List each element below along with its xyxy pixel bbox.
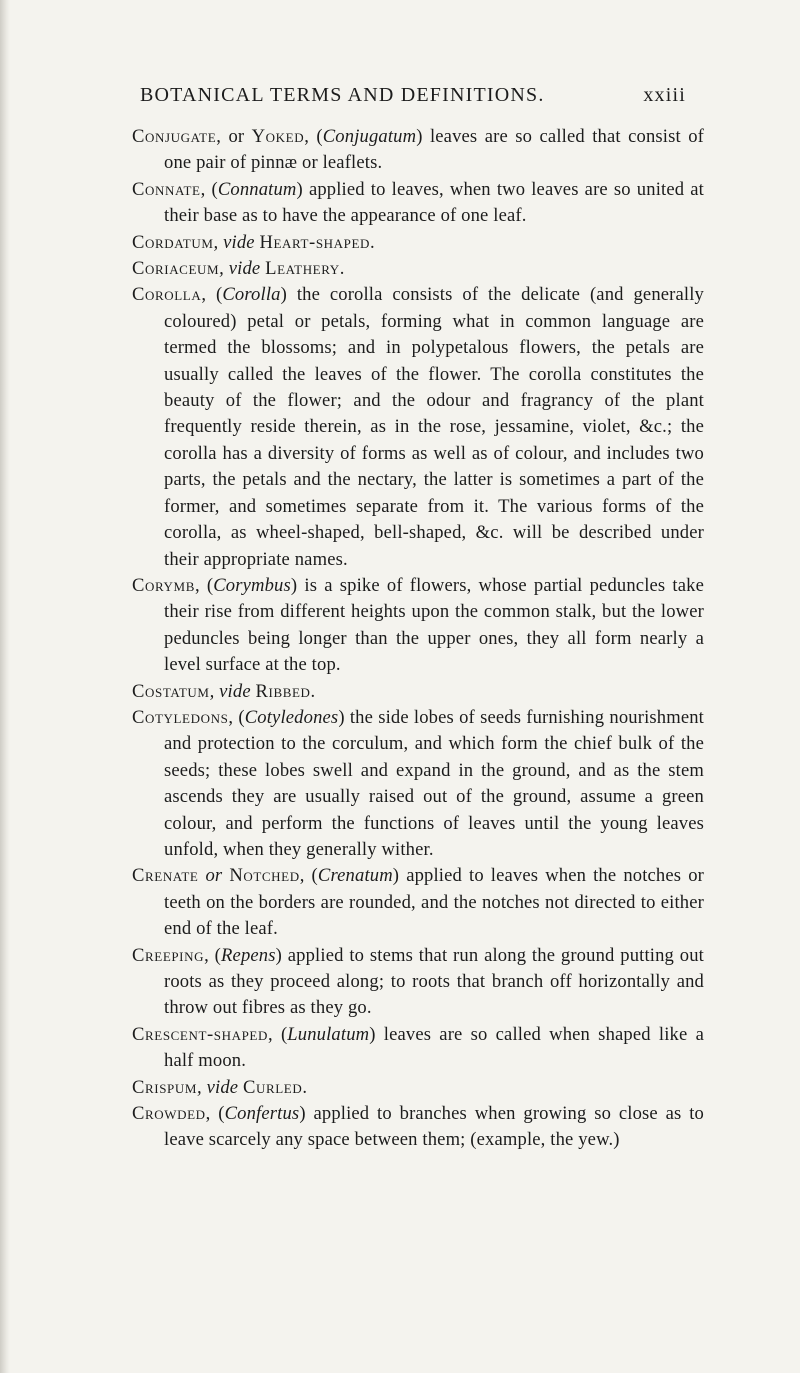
entry-term: Corolla	[132, 284, 202, 306]
entry-definition: applied to stems that run along the ground putting out roots as they proceed along; to roots that branch off horizontally and throw out fibres as they go.	[164, 944, 704, 1019]
entry-definition: applied to branches when growing so close as to leave scarcely any space between them; (example, the yew.)	[164, 1103, 704, 1151]
entry-latin-name: Connatum	[217, 178, 297, 200]
running-header	[140, 84, 686, 114]
entry-vide: , vide	[197, 1076, 243, 1098]
entry-latin-close: )	[290, 574, 305, 596]
entry-vide: , vide	[219, 258, 266, 280]
entry-cross-reference: Leathery	[265, 258, 340, 280]
entry-latin-close: )	[296, 178, 309, 200]
entry-latin-name: Crenatum	[317, 865, 393, 887]
entry-term: Connate	[132, 178, 201, 200]
entry-definition: applied to leaves when the notches or teeth on the borders are rounded, and the notches not directed to either end of the leaf.	[164, 865, 704, 940]
entry-cross-reference: Curled	[242, 1076, 303, 1098]
glossary-entry	[132, 1022, 704, 1075]
entry-latin-close: )	[299, 1103, 314, 1125]
entry-definition: the side lobes of seeds furnishing nourishment and protection to the corculum, and which form the chief bulk of the seeds; these lobes swell and expand in the ground, and as the stem ascends they are usually raised out of the ground, assume a green colour, and perform the functions of leaves until the young leaves unfold, when they generally wither.	[164, 706, 704, 860]
entry-end: .	[339, 258, 345, 280]
running-title: BOTANICAL TERMS AND DEFINITIONS.	[140, 84, 545, 106]
entry-cross-reference: Heart-shaped	[259, 231, 371, 253]
glossary-entry	[132, 256, 704, 282]
entry-latin-close: )	[369, 1023, 384, 1045]
entry-latin-open: , (	[299, 865, 318, 887]
entry-definition: applied to leaves, when two leaves are so united at their base as to have the appearance of one leaf.	[164, 178, 704, 227]
glossary-entry	[132, 863, 704, 942]
entry-latin-open: , (	[200, 178, 218, 200]
entry-term: Cordatum	[132, 231, 214, 253]
entry-latin-close: )	[416, 126, 430, 147]
entry-definition: leaves are so called that consist of one pair of pinnæ or leaflets.	[164, 126, 704, 174]
glossary-entries	[132, 124, 704, 1154]
page-edge-shadow	[0, 0, 10, 1373]
entry-end: .	[370, 231, 375, 253]
entry-end: .	[310, 680, 316, 702]
glossary-entry	[132, 177, 704, 230]
entry-latin-open: , (	[304, 126, 323, 147]
entry-term: Crowded	[132, 1103, 206, 1125]
entry-latin-name: Corolla	[222, 284, 281, 306]
entry-cross-reference: Ribbed	[255, 680, 311, 702]
entry-term: Corymb	[132, 574, 195, 596]
entry-definition: the corolla consists of the delicate (and generally coloured) petal or petals, forming what in common language are termed the blossoms; and in polypetalous flowers, the petals are usually called the leaves of the flower. The corolla constitutes the beauty of the flower; and the odour and fragrancy of the plant frequently reside therein, as in the rose, jessamine, violet, &c.; the corolla has a diversity of forms as well as of colour, and includes two parts, the petals and the nectary, the latter is sometimes a part of the former, and sometimes separate from it. The various forms of the corolla, as wheel-shaped, bell-shaped, &c. will be described under their appropriate names.	[164, 284, 704, 570]
entry-term: Crispum	[132, 1076, 198, 1098]
entry-term: Coriaceum	[132, 258, 220, 280]
entry-term: Creeping	[132, 944, 205, 966]
glossary-entry	[132, 1075, 704, 1101]
entry-latin-close: )	[275, 944, 288, 966]
entry-alt-term: Yoked	[251, 126, 305, 147]
glossary-entry	[132, 1101, 704, 1154]
entry-alt-connector: or	[198, 865, 230, 887]
entry-latin-name: Conjugatum	[322, 126, 417, 147]
entry-latin-close: )	[338, 706, 350, 728]
entry-latin-open: , (	[204, 944, 222, 966]
entry-latin-name: Confertus	[224, 1103, 300, 1125]
entry-term: Cotyledons	[132, 706, 229, 728]
entry-latin-open: , (	[194, 574, 214, 596]
glossary-entry	[132, 943, 704, 1022]
entry-latin-open: , (	[228, 706, 245, 728]
entry-definition: leaves are so called when shaped like a half moon.	[164, 1023, 704, 1072]
glossary-entry	[132, 705, 704, 863]
entry-latin-name: Cotyledones	[244, 706, 339, 728]
entry-latin-close: )	[392, 865, 407, 887]
entry-latin-open: , (	[201, 284, 223, 306]
entry-alt-term: Notched	[229, 865, 300, 887]
glossary-entry	[132, 282, 704, 572]
entry-latin-close: )	[280, 284, 297, 306]
entry-end: .	[302, 1076, 308, 1098]
entry-latin-open: , (	[205, 1103, 225, 1125]
page-number: xxiii	[643, 84, 686, 106]
entry-term: Crenate	[132, 865, 199, 887]
glossary-entry	[132, 230, 704, 256]
glossary-entry	[132, 124, 704, 177]
entry-alt-connector: , or	[216, 126, 252, 147]
entry-latin-name: Corymbus	[213, 574, 291, 596]
entry-term: Conjugate	[132, 126, 217, 147]
entry-term: Costatum	[132, 680, 210, 702]
entry-vide: , vide	[213, 231, 260, 253]
entry-latin-name: Lunulatum	[287, 1023, 370, 1045]
entry-vide: , vide	[209, 680, 256, 702]
glossary-entry	[132, 573, 704, 679]
entry-latin-name: Repens	[221, 944, 276, 966]
entry-definition: is a spike of flowers, whose partial peduncles take their rise from different heights upon the common stalk, but the lower peduncles being longer than the upper ones, they all form nearly a level surface at the top.	[164, 574, 704, 676]
entry-latin-open: , (	[267, 1023, 288, 1045]
glossary-entry	[132, 679, 704, 705]
entry-term: Crescent-shaped	[132, 1023, 268, 1045]
